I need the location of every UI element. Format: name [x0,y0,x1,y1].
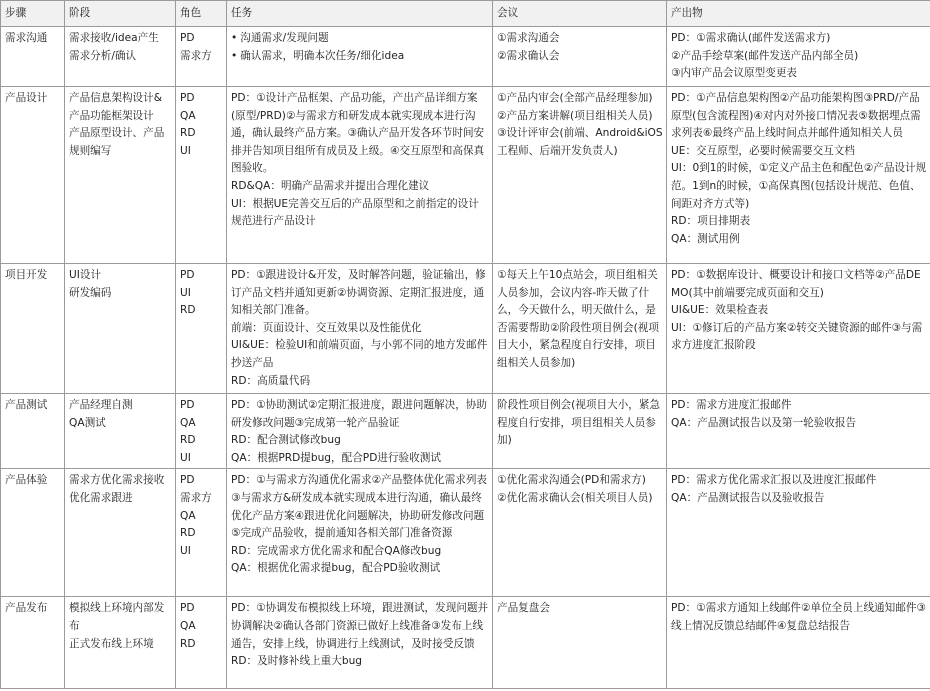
output-line: PD：需求方进度汇报邮件 [671,399,792,411]
header-step: 步骤 [1,1,65,27]
task-line: UI：根据UE完善交互后的产品原型和之前指定的设计规范进行产品设计 [231,197,479,228]
table-row [1,264,930,394]
task-line: PD：①跟进设计&开发，及时解答问题，验证输出，修订产品文档并通知更新②协调资源、定期汇报进度，通知相关部门准备。 [231,269,486,317]
output-line: PD：需求方优化需求汇报以及进度汇报邮件 [671,474,877,487]
table-row [1,597,930,689]
meeting-line: ③设计评审会(前端、Android&iOS工程师、后端开发负责人) [497,127,663,157]
output-line: RD：项目排期表 [671,215,751,228]
task-line: UI&UE：检验UI和前端页面，与小郭不同的地方发邮件抄送产品 [231,339,488,369]
stage-cell [65,87,176,264]
meeting-line: ②需求确认会 [497,49,560,62]
role-line: PD [180,32,195,44]
role-cell [176,394,227,469]
meetings-cell [493,87,667,264]
meeting-line: ①产品内审会(全部产品经理参加) [497,92,653,104]
tasks-cell [227,87,493,264]
stage-line: 产品原型设计、产品规则编写 [69,127,165,157]
meetings-cell [493,469,667,597]
tasks-cell [227,394,493,469]
role-cell [176,264,227,394]
step-cell: 产品设计 [1,87,65,264]
outputs-cell [667,469,930,597]
task-item: • 确认需求，明确本次任务/细化idea [231,48,489,66]
task-line: RD：完成需求方优化需求和配合QA修改bug [231,544,442,557]
output-line: QA：产品测试报告以及第一轮验收报告 [671,416,857,429]
stage-cell [65,469,176,597]
output-line: UI&UE：效果检查表 [671,304,769,317]
outputs-cell [667,597,930,689]
task-line: 前端：页面设计、交互效果以及性能优化 [231,321,422,334]
step-cell: 需求沟通 [1,27,65,87]
stage-line: 需求接收/idea产生 [69,32,159,44]
output-line: PD：①产品信息架构图②产品功能架构图③PRD/产品原型(包含流程图)④对内对外接口情况表⑤数据埋点需求列表⑥最终产品上线时间点并邮件通知相关人员 [671,92,921,140]
role-line: RD [180,304,196,317]
stage-cell [65,394,176,469]
output-line: ②产品手绘草案(邮件发送产品内部全员) [671,49,859,62]
tasks-cell [227,27,493,87]
task-item: • 沟通需求/发现问题 [231,30,489,48]
tasks-cell [227,597,493,689]
meetings-cell [493,27,667,87]
role-line: PD [180,602,195,615]
role-line: PD [180,474,195,487]
role-cell [176,597,227,689]
stage-line: QA测试 [69,416,106,429]
output-line: UE：交互原型，必要时候需要交互文档 [671,144,855,157]
role-line: RD [180,434,196,447]
stage-line: UI设计 [69,269,102,281]
stage-line: 产品经理自测 [69,399,133,411]
role-line: RD [180,637,196,650]
output-line: PD：①需求确认(邮件发送需求方) [671,32,831,44]
table-row [1,469,930,597]
meeting-line: ②产品方案讲解(项目组相关人员) [497,109,653,122]
task-line: RD&QA：明确产品需求并提出合理化建议 [231,179,430,192]
output-line: PD：①数据库设计、概要设计和接口文档等②产品DEMO(其中前端要完成页面和交互) [671,269,921,299]
output-line: ③内审产品会议原型变更表 [671,67,798,80]
role-line: UI [180,544,191,557]
role-line: QA [180,416,196,429]
role-cell [176,469,227,597]
stage-line: 研发编码 [69,286,112,299]
role-line: PD [180,92,195,104]
task-list [231,30,489,65]
output-line: QA：产品测试报告以及验收报告 [671,491,825,504]
stage-cell [65,27,176,87]
output-line: QA：测试用例 [671,232,740,245]
stage-line: 需求方优化需求接收 [69,474,165,487]
task-line: QA：根据优化需求提bug，配合PD验收测试 [231,562,441,575]
meeting-line: ①需求沟通会 [497,32,560,44]
step-cell: 产品测试 [1,394,65,469]
step-cell: 产品体验 [1,469,65,597]
meeting-line: 产品复盘会 [497,602,550,615]
header-row [1,1,930,27]
output-line: UI：0到1的时候，①定义产品主色和配色②产品设计规范。1到n的时候，①高保真图(包括设计规范、色值、间距对齐方式等) [671,162,927,210]
meetings-cell [493,394,667,469]
step-cell: 项目开发 [1,264,65,394]
outputs-cell [667,87,930,264]
header-tasks: 任务 [227,1,493,27]
meeting-line: 阶段性项目例会(视项目大小，紧急程度自行安排，项目组相关人员参加) [497,399,661,447]
role-line: PD [180,269,195,281]
header-role: 角色 [176,1,227,27]
step-cell: 产品发布 [1,597,65,689]
role-line: 需求方 [180,491,212,504]
role-line: QA [180,509,196,522]
header-meetings: 会议 [493,1,667,27]
task-line: PD：①设计产品框架、产品功能，产出产品详细方案(原型/PRD)②与需求方和研发成本就实现成本进行沟通，确认最终产品方案。③确认产品开发各环节时间安排并告知项目组所有成员及上级。④交互原型和高保真图验收。 [231,92,485,175]
stage-cell [65,264,176,394]
task-line: RD：配合测试修改bug [231,434,341,447]
meeting-line: ①每天上午10点站会，项目组相关人员参加，会议内容-昨天做了什么，今天做什么，明天做什么，是否需要帮助②阶段性项目例会(视项目大小，紧急程度自行安排，项目组相关人员参加) [497,269,659,369]
stage-line: 正式发布线上环境 [69,637,154,650]
outputs-cell [667,264,930,394]
table-row [1,27,930,87]
stage-line: 优化需求跟进 [69,491,133,504]
outputs-cell [667,27,930,87]
role-line: UI [180,286,191,299]
stage-line: 产品信息架构设计&产品功能框架设计 [69,92,163,122]
role-cell [176,27,227,87]
stage-cell [65,597,176,689]
stage-line: 需求分析/确认 [69,49,137,62]
task-line: PD：①协调发布模拟线上环境，跟进测试，发现问题并协调解决②确认各部门资源已做好上线准备③发布上线通告，安排上线，协调进行上线测试，及时接受反馈 [231,602,489,650]
role-line: RD [180,127,196,140]
meetings-cell [493,597,667,689]
role-line: QA [180,109,196,122]
role-line: PD [180,399,195,411]
role-line: 需求方 [180,49,212,62]
output-line: PD：①需求方通知上线邮件②单位全员上线通知邮件③线上情况反馈总结邮件④复盘总结报告 [671,602,926,632]
meeting-line: ①优化需求沟通会(PD和需求方) [497,474,646,487]
header-outputs: 产出物 [667,1,930,27]
role-line: UI [180,144,191,157]
role-line: UI [180,451,191,464]
header-stage: 阶段 [65,1,176,27]
tasks-cell [227,264,493,394]
task-line: QA：根据PRD提bug，配合PD进行验收测试 [231,451,441,464]
role-line: RD [180,527,196,540]
table-row [1,87,930,264]
task-line: RD：高质量代码 [231,374,311,387]
task-line: PD：①与需求方沟通优化需求②产品整体优化需求列表③与需求方&研发成本就实现成本进行沟通，确认最终优化产品方案④跟进优化问题解决，协助研发修改问题⑤完成产品验收，提前通知各相关部门准备资源 [231,474,488,540]
meetings-cell [493,264,667,394]
stage-line: 模拟线上环境内部发布 [69,602,165,632]
table-row [1,394,930,469]
meeting-line: ②优化需求确认会(相关项目人员) [497,491,653,504]
output-line: UI：①修订后的产品方案②转交关键资源的邮件③与需求方进度汇报阶段 [671,321,923,352]
task-line: PD：①协助测试②定期汇报进度，跟进问题解决，协助研发修改问题③完成第一轮产品验证 [231,399,488,429]
task-line: RD：及时修补线上重大bug [231,655,363,668]
tasks-cell [227,469,493,597]
role-line: QA [180,619,196,632]
role-cell [176,87,227,264]
outputs-cell [667,394,930,469]
